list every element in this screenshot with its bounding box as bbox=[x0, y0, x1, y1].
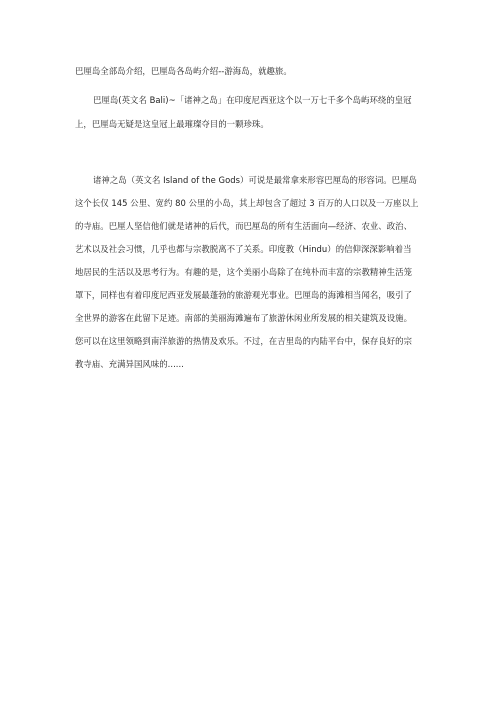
paragraph-2-line-3: 的寺庙。巴厘人坚信他们就是诸神的后代，而巴厘岛的所有生活面向—经济、农业、政治、 bbox=[75, 221, 412, 231]
paragraph-2-line-5: 地居民的生活以及思考行为。有趣的是，这个美丽小岛除了在纯朴而丰富的宗教精神生活笼 bbox=[75, 267, 412, 277]
paragraph-2-line-8: 您可以在这里领略到南洋旅游的热情及欢乐。不过，在吉里岛的内陆平台中，保存良好的宗 bbox=[75, 336, 412, 346]
paragraph-2-line-2: 这个长仅 145 公里、宽约 80 公里的小岛，其上却包含了超过 3 百万的人口以及一万座以上 bbox=[75, 198, 419, 208]
paragraph-1-line-2: 上，巴厘岛无疑是这皇冠上最璀璨夺目的一颗珍珠。 bbox=[75, 119, 269, 129]
paragraph-2-line-9: 教寺庙、充满异国风味的...... bbox=[75, 359, 184, 369]
paragraph-2-line-7: 全世界的游客在此留下足迹。南部的美丽海滩遍布了旅游休闲业所发展的相关建筑及设施。 bbox=[75, 313, 412, 323]
paragraph-2-line-4: 艺术以及社会习惯，几乎也都与宗教脱离不了关系。印度教（Hindu）的信仰深深影响着当 bbox=[75, 244, 412, 254]
heading-line: 巴厘岛全部岛介绍，巴厘岛各岛屿介绍--游海岛，就趣旅。 bbox=[75, 66, 292, 76]
paragraph-1-line-1: 巴厘岛(英文名 Bali)~「诸神之岛」在印度尼西亚这个以一万七千多个岛屿环绕的皇冠 bbox=[93, 95, 412, 105]
paragraph-2-line-1: 诸神之岛（英文名 Island of the Gods）可说是最常拿来形容巴厘岛的形容词。巴厘岛 bbox=[93, 175, 417, 185]
paragraph-2-line-6: 罩下，同样也有着印度尼西亚发展最蓬勃的旅游观光事业。巴厘岛的海滩相当闻名，吸引了 bbox=[75, 290, 412, 300]
